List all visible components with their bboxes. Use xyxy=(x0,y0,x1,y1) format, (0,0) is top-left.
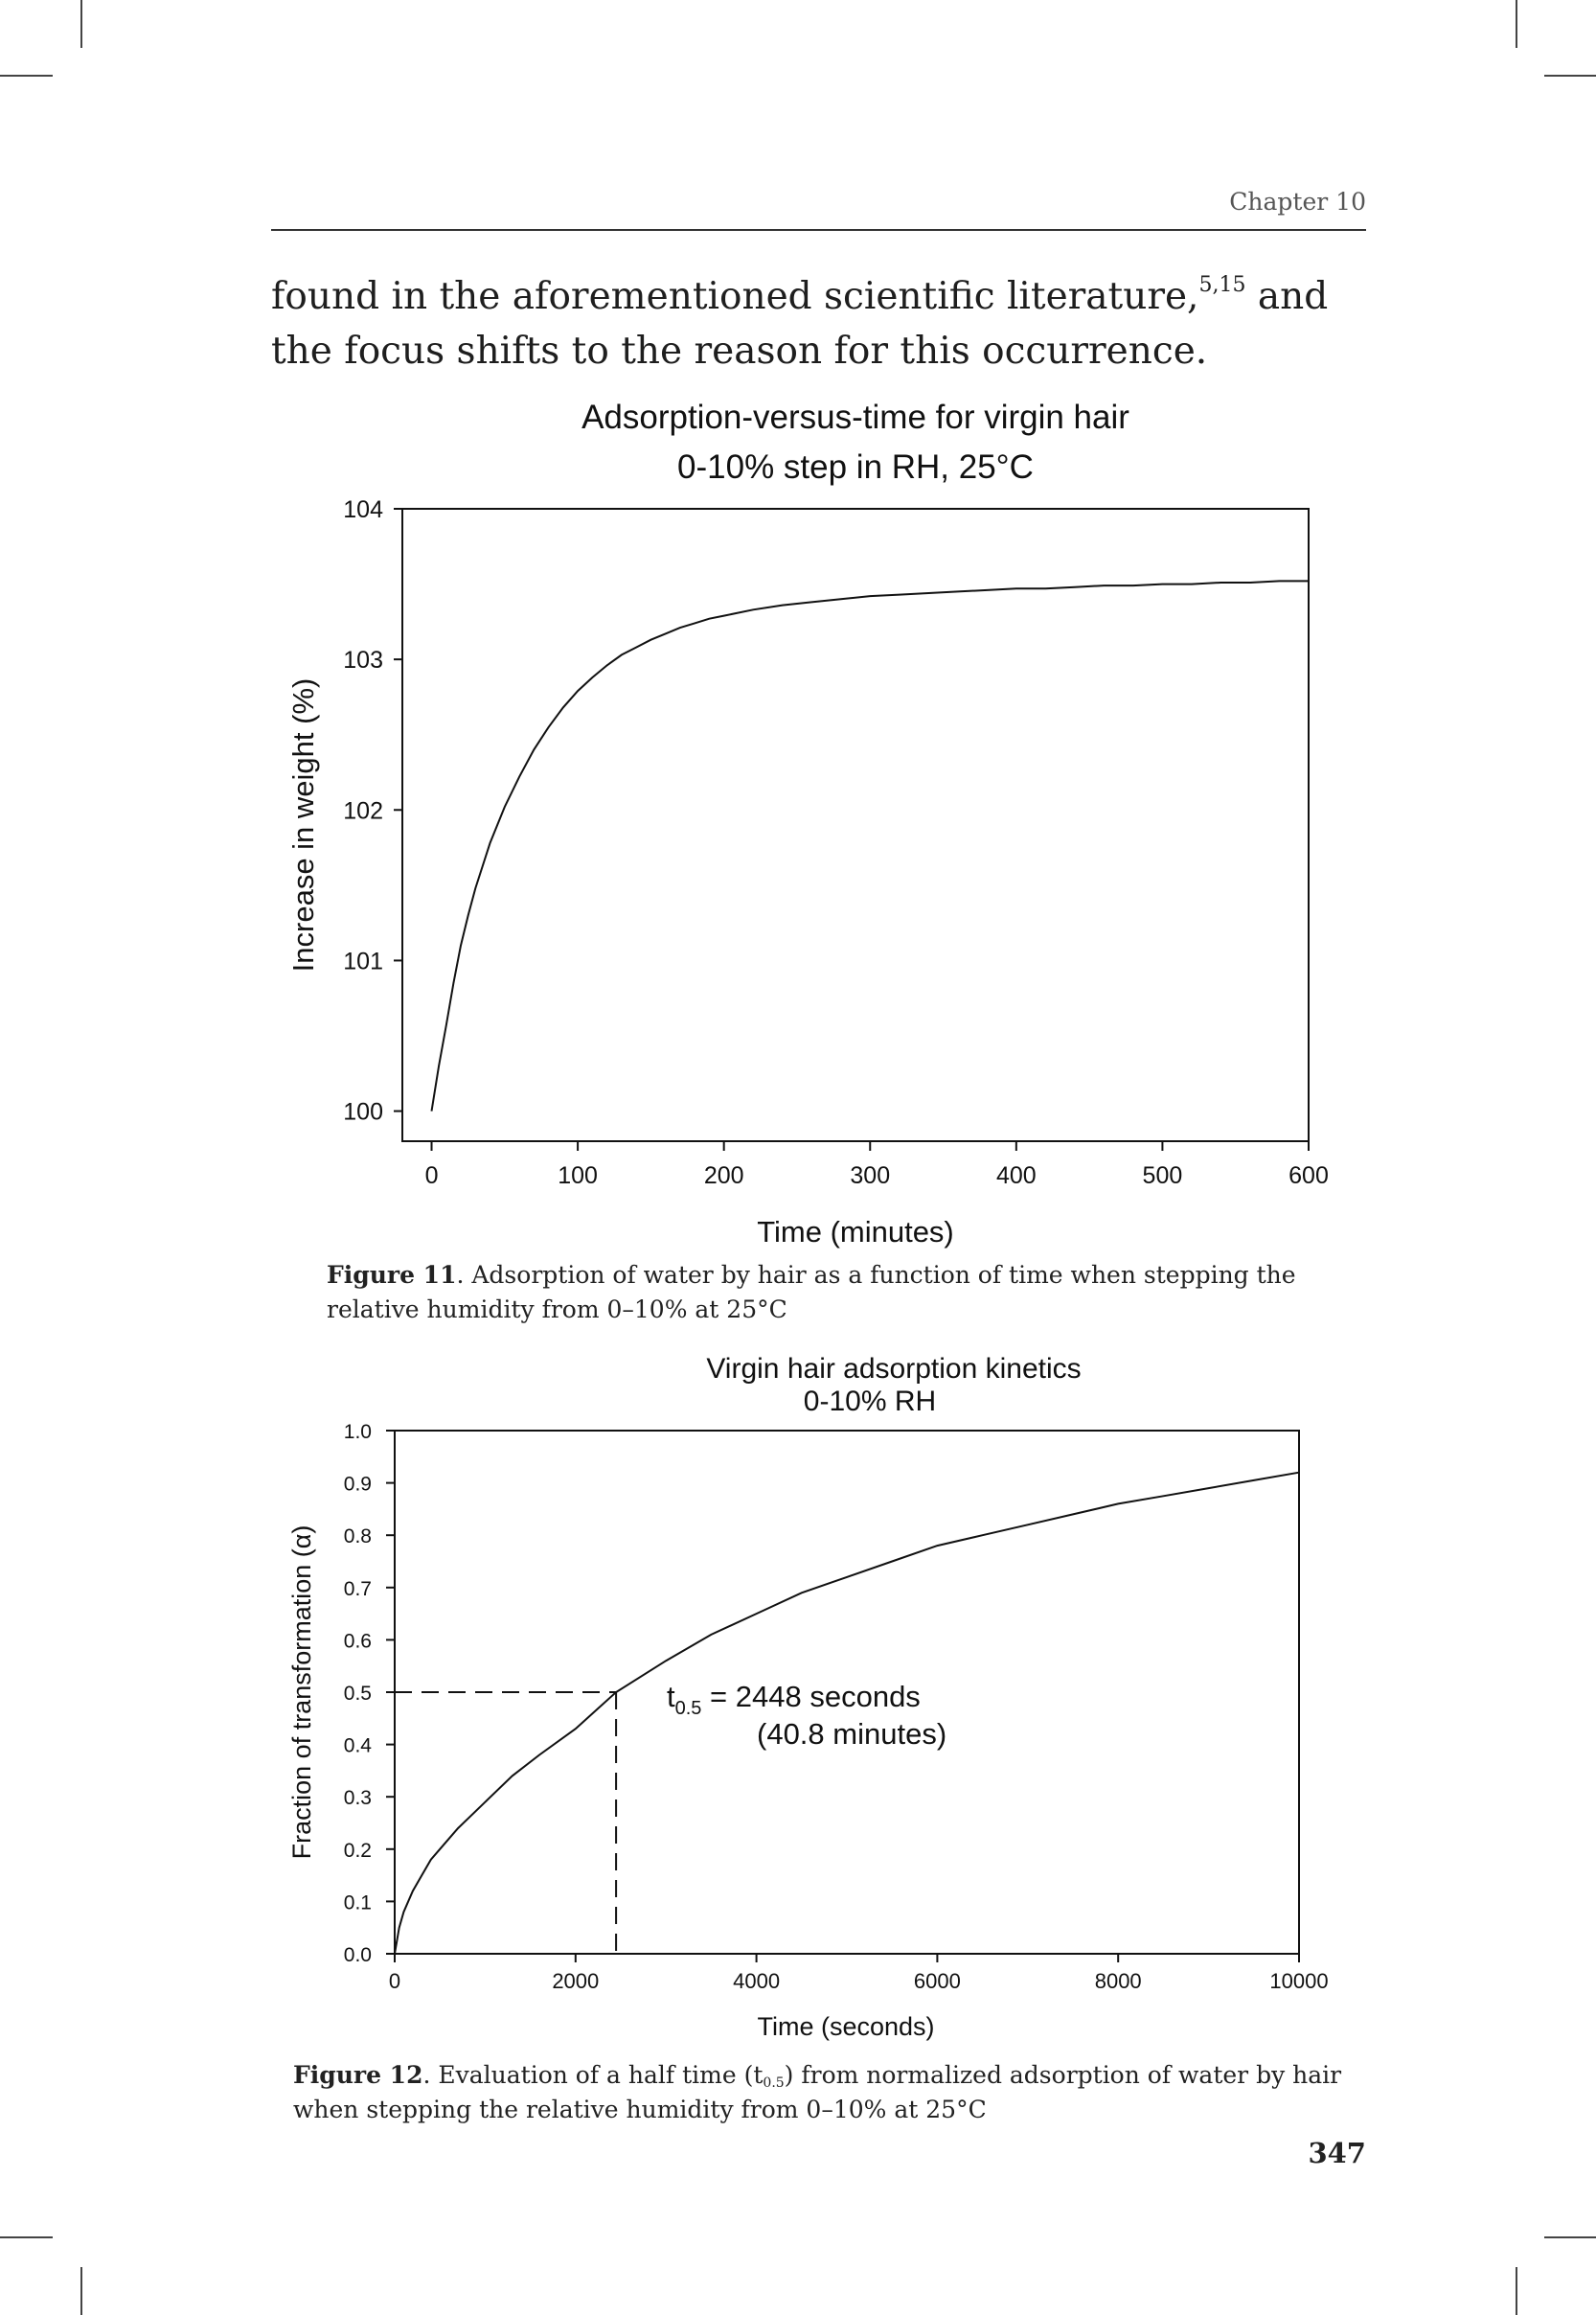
figure-12-caption xyxy=(293,2058,1366,2127)
caption-label: Figure 11 xyxy=(327,1261,457,1289)
x-tick-label: 0 xyxy=(388,1969,401,1993)
body-text-part1: found in the aforementioned scientific literature, xyxy=(271,275,1199,318)
y-tick-label: 0.6 xyxy=(343,1630,372,1653)
body-text-part2: and the focus shifts to the reason for this occurrence. xyxy=(271,275,1329,373)
caption-text: . Adsorption of water by hair as a function of time when stepping the relative humidity from 0–10% at 25°C xyxy=(327,1261,1296,1323)
y-axis-label: Increase in weight (%) xyxy=(286,677,320,973)
caption-text-after: ) from normalized adsorption of water by hair when stepping the relative humidity from 0–10% at 25°C xyxy=(293,2061,1342,2123)
y-tick-label: 0.8 xyxy=(343,1525,372,1548)
y-axis-label: Fraction of transformation (α) xyxy=(287,1524,316,1860)
crop-mark xyxy=(1544,2236,1596,2238)
y-tick-label: 0.1 xyxy=(343,1891,372,1914)
crop-mark xyxy=(0,2236,53,2238)
annotation-subscript: 0.5 xyxy=(674,1698,702,1719)
page-number: 347 xyxy=(1308,2137,1366,2169)
x-axis-label: Time (seconds) xyxy=(757,2012,935,2041)
crop-mark xyxy=(80,2267,82,2315)
y-tick-label: 0.4 xyxy=(343,1734,372,1757)
x-tick-label: 500 xyxy=(1142,1162,1183,1189)
y-tick-label: 101 xyxy=(343,948,383,975)
y-tick-label: 0.5 xyxy=(343,1683,372,1705)
y-tick-label: 1.0 xyxy=(343,1421,372,1443)
half-time-annotation-minutes: (40.8 minutes) xyxy=(757,1717,947,1751)
crop-mark xyxy=(1516,2267,1517,2315)
x-tick-label: 200 xyxy=(703,1162,744,1189)
annotation-t: t xyxy=(667,1680,675,1713)
x-tick-label: 600 xyxy=(1288,1162,1329,1189)
x-tick-label: 8000 xyxy=(1094,1969,1142,1993)
x-axis-label: Time (minutes) xyxy=(757,1215,954,1249)
running-header: Chapter 10 xyxy=(1229,188,1366,216)
citation-superscript: 5,15 xyxy=(1198,273,1246,297)
y-tick-label: 0.9 xyxy=(343,1473,372,1496)
x-tick-label: 2000 xyxy=(552,1969,600,1993)
caption-text-before: . Evaluation of a half time (t xyxy=(422,2061,764,2089)
x-tick-label: 4000 xyxy=(733,1969,781,1993)
y-tick-label: 0.2 xyxy=(343,1839,372,1862)
y-tick-label: 103 xyxy=(343,647,383,675)
y-tick-label: 104 xyxy=(343,496,383,523)
y-axis-ticks xyxy=(344,1421,395,1966)
x-tick-label: 400 xyxy=(995,1162,1037,1189)
x-tick-label: 6000 xyxy=(913,1969,961,1993)
caption-subscript: 0.5 xyxy=(763,2075,785,2091)
y-tick-label: 102 xyxy=(343,797,383,825)
chart-title: Virgin hair adsorption kinetics xyxy=(706,1353,1082,1385)
x-tick-label: 300 xyxy=(850,1162,891,1189)
x-tick-label: 100 xyxy=(558,1162,598,1189)
chart-subtitle: 0-10% RH xyxy=(803,1386,937,1417)
x-axis-ticks xyxy=(389,1954,1329,1993)
y-tick-label: 0.7 xyxy=(343,1577,372,1600)
annotation-value: = 2448 seconds xyxy=(701,1680,921,1713)
chart-subtitle: 0-10% step in RH, 25°C xyxy=(677,448,1034,486)
y-tick-label: 0.3 xyxy=(343,1787,372,1810)
caption-label: Figure 12 xyxy=(293,2061,423,2089)
x-tick-label: 10000 xyxy=(1269,1969,1329,1993)
x-tick-label: 0 xyxy=(424,1162,439,1189)
y-tick-label: 100 xyxy=(343,1098,383,1126)
half-time-annotation xyxy=(667,1680,921,1719)
y-tick-label: 0.0 xyxy=(343,1944,372,1966)
chart-title: Adsorption-versus-time for virgin hair xyxy=(581,399,1129,436)
